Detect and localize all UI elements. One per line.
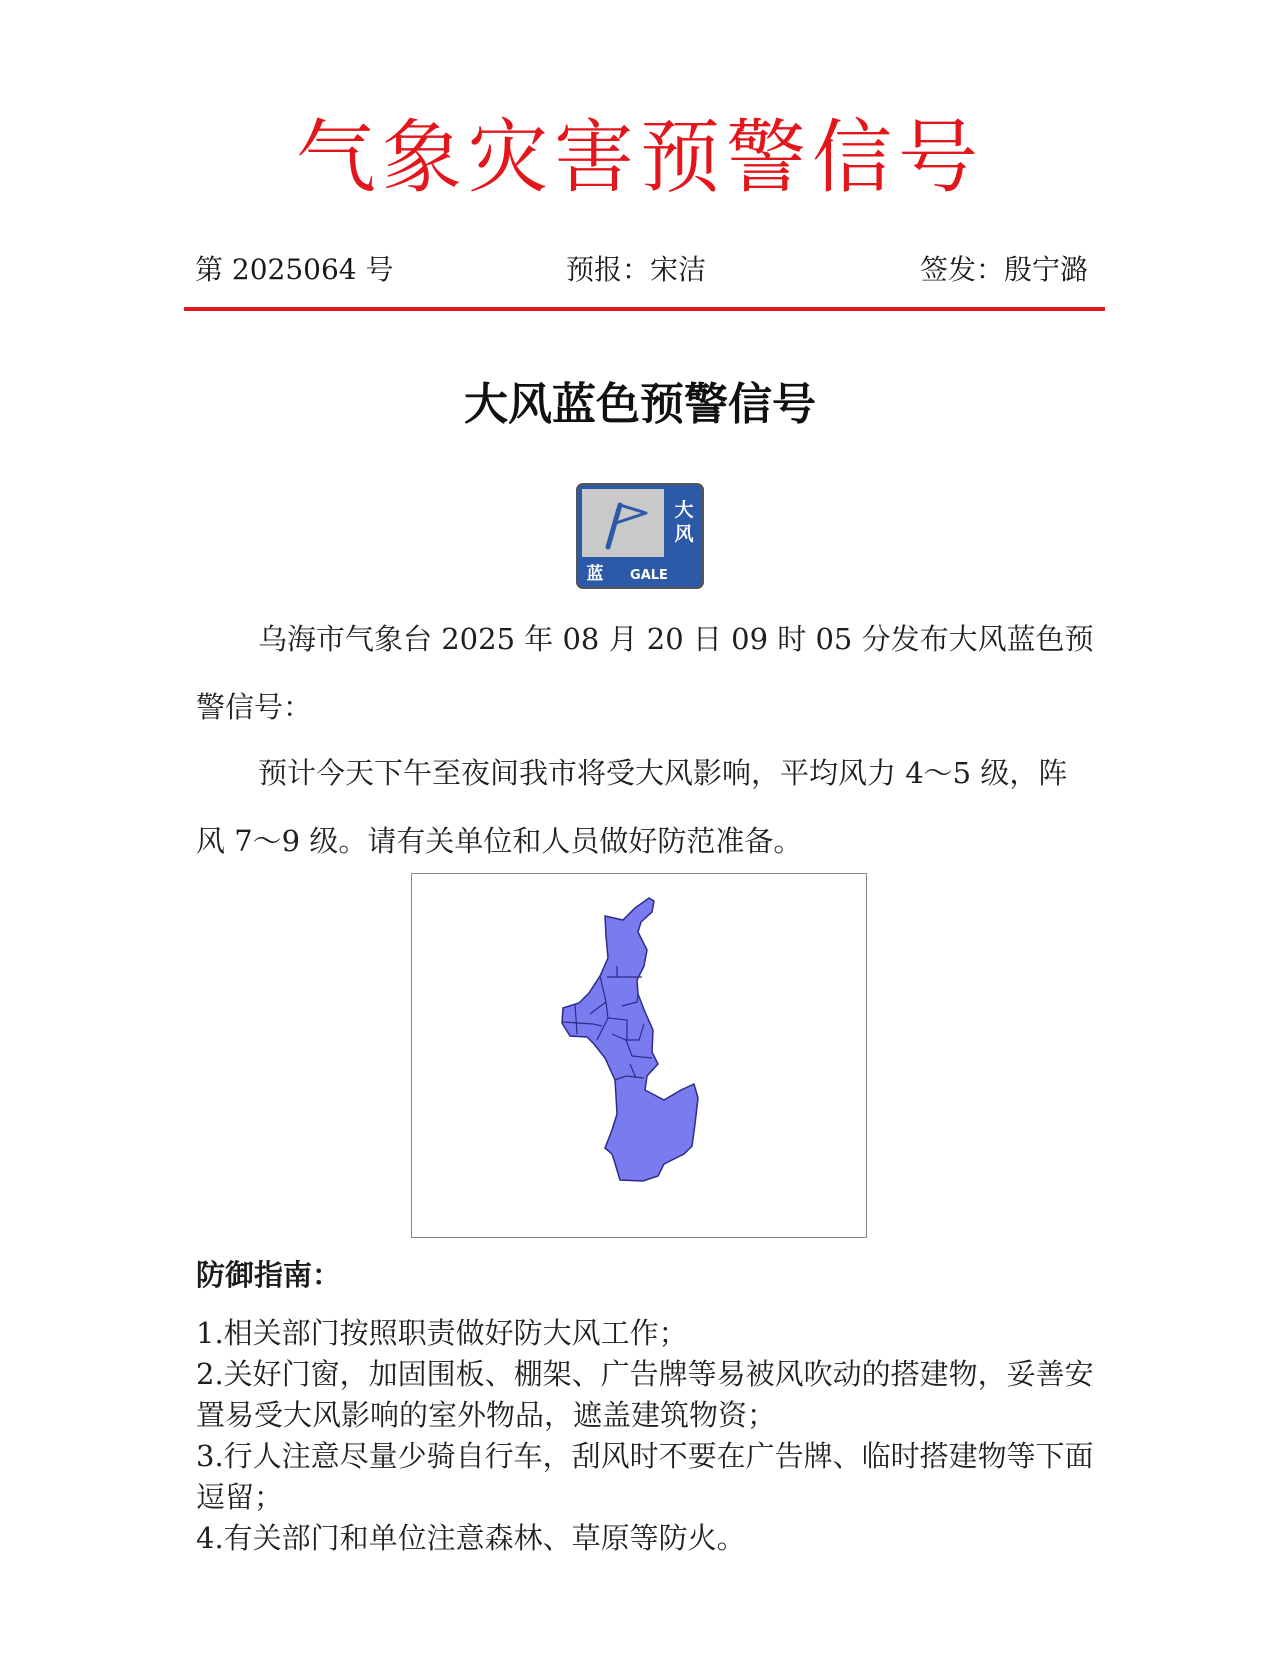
guide-item: 4.有关部门和单位注意森林、草原等防火。 [196,1521,746,1555]
icon-english-label: GALE [630,568,668,583]
guide-item: 2.关好门窗，加固围板、棚架、广告牌等易被风吹动的搭建物，妥善安置易受大风影响的室外物品，遮盖建筑物资； [196,1357,1094,1432]
issuer: 签发：殷宁潞 [919,253,1088,286]
warning-area-map [411,873,867,1238]
release-paragraph: 乌海市气象台 2025 年 08 月 20 日 09 时 05 分发布大风蓝色预警信号： [196,622,1094,724]
guide-heading: 防御指南： [196,1258,342,1292]
guide-list [196,1313,1096,1559]
gale-blue-warning-icon [576,483,704,589]
red-divider [184,307,1105,311]
icon-char-top: 大 [674,499,694,521]
forecast-paragraph: 预计今天下午至夜间我市将受大风影响，平均风力 4～5 级，阵风 7～9 级。请有关单位和人员做好防范准备。 [196,756,1068,858]
icon-level-char: 蓝 [586,564,604,584]
guide-item: 1.相关部门按照职责做好防大风工作； [196,1316,688,1350]
issue-number: 第 2025064 号 [195,253,394,286]
icon-char-bottom: 风 [674,523,694,545]
guide-item: 3.行人注意尽量少骑自行车，刮风时不要在广告牌、临时搭建物等下面逗留； [196,1439,1094,1514]
masthead-title: 气象灾害预警信号 [296,111,984,204]
forecaster: 预报：宋洁 [566,253,707,286]
signal-title: 大风蓝色预警信号 [464,379,816,430]
